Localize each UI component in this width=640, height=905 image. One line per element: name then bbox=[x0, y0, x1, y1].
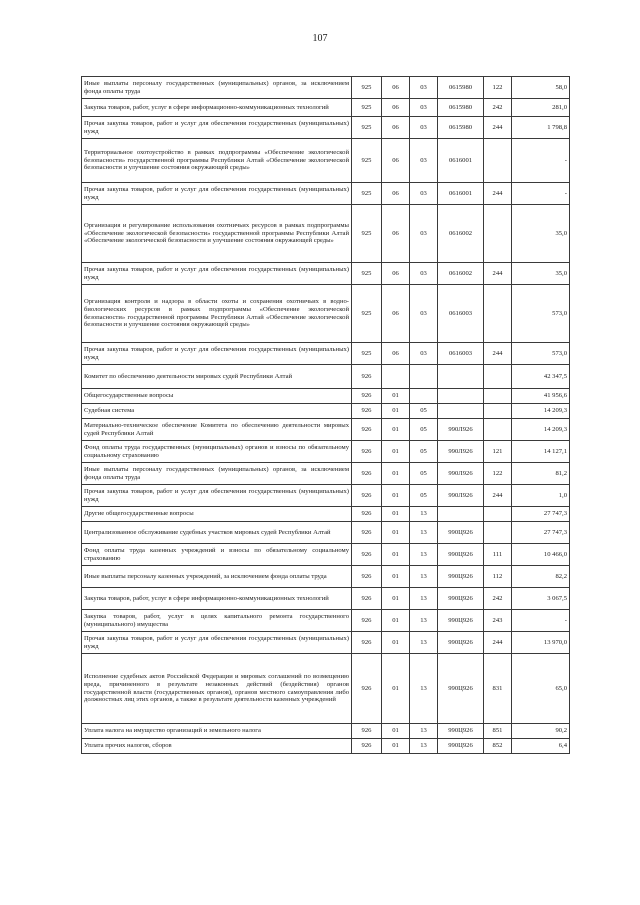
target-article-cell: 0616002 bbox=[438, 263, 484, 285]
expense-name-cell: Иные выплаты персоналу государственных (муниципальных) органов, за исключением фонда оплаты труда bbox=[82, 463, 352, 485]
target-article-cell: 0615980 bbox=[438, 99, 484, 117]
expense-name-cell: Закупка товаров, работ, услуг в сфере информационно-коммуникационных технологий bbox=[82, 588, 352, 610]
ministry-code-cell: 926 bbox=[352, 588, 382, 610]
section-code-cell: 01 bbox=[382, 610, 410, 632]
expense-type-cell bbox=[484, 285, 512, 343]
subsection-code-cell: 03 bbox=[410, 99, 438, 117]
expense-type-cell bbox=[484, 404, 512, 419]
section-code-cell: 06 bbox=[382, 205, 410, 263]
amount-cell: 42 347,5 bbox=[512, 365, 570, 389]
target-article-cell bbox=[438, 404, 484, 419]
section-code-cell: 01 bbox=[382, 463, 410, 485]
subsection-code-cell: 03 bbox=[410, 205, 438, 263]
amount-cell: 14 209,3 bbox=[512, 419, 570, 441]
expense-type-cell: 243 bbox=[484, 610, 512, 632]
expense-type-cell: 244 bbox=[484, 117, 512, 139]
expense-name-cell: Централизованное обслуживание судебных участков мировых судей Республики Алтай bbox=[82, 522, 352, 544]
section-code-cell: 01 bbox=[382, 566, 410, 588]
target-article-cell: 0616003 bbox=[438, 285, 484, 343]
page-number: 107 bbox=[312, 33, 328, 44]
subsection-code-cell: 13 bbox=[410, 739, 438, 754]
target-article-cell: 990Ц926 bbox=[438, 632, 484, 654]
expense-name-cell: Иные выплаты персоналу казенных учреждений, за исключением фонда оплаты труда bbox=[82, 566, 352, 588]
ministry-code-cell: 926 bbox=[352, 544, 382, 566]
expense-type-cell: 244 bbox=[484, 183, 512, 205]
amount-cell: 65,0 bbox=[512, 654, 570, 724]
amount-cell: 58,0 bbox=[512, 77, 570, 99]
ministry-code-cell: 926 bbox=[352, 522, 382, 544]
expense-name-cell: Уплата прочих налогов, сборов bbox=[82, 739, 352, 754]
section-code-cell: 01 bbox=[382, 485, 410, 507]
target-article-cell: 0615980 bbox=[438, 77, 484, 99]
table-row bbox=[82, 522, 570, 544]
table-row bbox=[82, 183, 570, 205]
section-code-cell: 06 bbox=[382, 183, 410, 205]
table-row bbox=[82, 588, 570, 610]
subsection-code-cell: 03 bbox=[410, 285, 438, 343]
table-row bbox=[82, 441, 570, 463]
target-article-cell bbox=[438, 365, 484, 389]
target-article-cell: 990Л926 bbox=[438, 419, 484, 441]
ministry-code-cell: 926 bbox=[352, 365, 382, 389]
amount-cell: 3 067,5 bbox=[512, 588, 570, 610]
expense-name-cell: Уплата налога на имущество организаций и земельного налога bbox=[82, 724, 352, 739]
table-row bbox=[82, 285, 570, 343]
ministry-code-cell: 925 bbox=[352, 205, 382, 263]
subsection-code-cell: 13 bbox=[410, 724, 438, 739]
table-row bbox=[82, 263, 570, 285]
expense-name-cell: Организация и регулирование использования охотничьих ресурсов в рамках подпрограммы «Обеспечение экологической безопасности» государственной программы Республики Алтай «Обеспечение экологической безопасности и улучшение состояния окружающей среды» bbox=[82, 205, 352, 263]
table-row bbox=[82, 566, 570, 588]
amount-cell: 13 970,0 bbox=[512, 632, 570, 654]
subsection-code-cell: 13 bbox=[410, 566, 438, 588]
expense-name-cell: Закупка товаров, работ, услуг в сфере информационно-коммуникационных технологий bbox=[82, 99, 352, 117]
section-code-cell: 01 bbox=[382, 389, 410, 404]
table-row bbox=[82, 139, 570, 183]
section-code-cell: 06 bbox=[382, 285, 410, 343]
expense-type-cell: 831 bbox=[484, 654, 512, 724]
target-article-cell: 0616001 bbox=[438, 139, 484, 183]
subsection-code-cell bbox=[410, 365, 438, 389]
ministry-code-cell: 925 bbox=[352, 117, 382, 139]
table-row bbox=[82, 485, 570, 507]
target-article-cell: 990Ц926 bbox=[438, 544, 484, 566]
amount-cell: - bbox=[512, 183, 570, 205]
ministry-code-cell: 926 bbox=[352, 419, 382, 441]
table-row bbox=[82, 404, 570, 419]
target-article-cell bbox=[438, 507, 484, 522]
table-row bbox=[82, 739, 570, 754]
expense-type-cell bbox=[484, 507, 512, 522]
section-code-cell: 01 bbox=[382, 507, 410, 522]
expense-type-cell: 112 bbox=[484, 566, 512, 588]
ministry-code-cell: 926 bbox=[352, 739, 382, 754]
section-code-cell: 01 bbox=[382, 522, 410, 544]
amount-cell: 35,0 bbox=[512, 263, 570, 285]
expense-type-cell: 852 bbox=[484, 739, 512, 754]
section-code-cell: 01 bbox=[382, 404, 410, 419]
table-row bbox=[82, 205, 570, 263]
target-article-cell: 990Ц926 bbox=[438, 724, 484, 739]
expense-name-cell: Прочая закупка товаров, работ и услуг для обеспечения государственных (муниципальных) нужд bbox=[82, 117, 352, 139]
expense-type-cell: 111 bbox=[484, 544, 512, 566]
ministry-code-cell: 926 bbox=[352, 610, 382, 632]
target-article-cell: 990Л926 bbox=[438, 441, 484, 463]
ministry-code-cell: 925 bbox=[352, 183, 382, 205]
subsection-code-cell: 05 bbox=[410, 404, 438, 419]
ministry-code-cell: 926 bbox=[352, 404, 382, 419]
expense-type-cell: 244 bbox=[484, 485, 512, 507]
section-code-cell: 01 bbox=[382, 588, 410, 610]
expense-type-cell: 851 bbox=[484, 724, 512, 739]
target-article-cell: 990Ц926 bbox=[438, 610, 484, 632]
section-code-cell: 01 bbox=[382, 654, 410, 724]
amount-cell: 10 466,0 bbox=[512, 544, 570, 566]
ministry-code-cell: 925 bbox=[352, 139, 382, 183]
subsection-code-cell: 03 bbox=[410, 183, 438, 205]
section-code-cell: 01 bbox=[382, 739, 410, 754]
amount-cell: 1,0 bbox=[512, 485, 570, 507]
amount-cell: 1 798,8 bbox=[512, 117, 570, 139]
expense-name-cell: Комитет по обеспечению деятельности мировых судей Республики Алтай bbox=[82, 365, 352, 389]
expense-name-cell: Прочая закупка товаров, работ и услуг для обеспечения государственных (муниципальных) нужд bbox=[82, 343, 352, 365]
section-code-cell: 06 bbox=[382, 139, 410, 183]
subsection-code-cell: 03 bbox=[410, 77, 438, 99]
expense-name-cell: Прочая закупка товаров, работ и услуг для обеспечения государственных (муниципальных) нужд bbox=[82, 632, 352, 654]
ministry-code-cell: 925 bbox=[352, 99, 382, 117]
expense-name-cell: Материально-техническое обеспечение Комитета по обеспечению деятельности мировых судей Республики Алтай bbox=[82, 419, 352, 441]
amount-cell: 27 747,3 bbox=[512, 522, 570, 544]
expense-type-cell: 122 bbox=[484, 463, 512, 485]
subsection-code-cell: 03 bbox=[410, 117, 438, 139]
target-article-cell bbox=[438, 389, 484, 404]
ministry-code-cell: 926 bbox=[352, 441, 382, 463]
subsection-code-cell: 03 bbox=[410, 343, 438, 365]
target-article-cell: 990Ц926 bbox=[438, 522, 484, 544]
expense-name-cell: Фонд оплаты труда казенных учреждений и взносы по обязательному социальному страхованию bbox=[82, 544, 352, 566]
target-article-cell: 0616002 bbox=[438, 205, 484, 263]
table-row bbox=[82, 389, 570, 404]
target-article-cell: 0615980 bbox=[438, 117, 484, 139]
expense-type-cell bbox=[484, 522, 512, 544]
ministry-code-cell: 926 bbox=[352, 566, 382, 588]
table-row bbox=[82, 99, 570, 117]
amount-cell: 14 127,1 bbox=[512, 441, 570, 463]
subsection-code-cell: 13 bbox=[410, 507, 438, 522]
subsection-code-cell: 13 bbox=[410, 654, 438, 724]
expense-name-cell: Другие общегосударственные вопросы bbox=[82, 507, 352, 522]
ministry-code-cell: 925 bbox=[352, 343, 382, 365]
expense-type-cell bbox=[484, 139, 512, 183]
amount-cell: 81,2 bbox=[512, 463, 570, 485]
subsection-code-cell: 13 bbox=[410, 610, 438, 632]
table-row bbox=[82, 544, 570, 566]
expense-type-cell: 121 bbox=[484, 441, 512, 463]
expense-name-cell: Прочая закупка товаров, работ и услуг для обеспечения государственных (муниципальных) нужд bbox=[82, 183, 352, 205]
subsection-code-cell: 13 bbox=[410, 544, 438, 566]
subsection-code-cell: 05 bbox=[410, 441, 438, 463]
expense-name-cell: Организация контроля и надзора в области охоты и сохранения охотничьих в водно-биологических ресурсов в рамках подпрограммы «Обеспечение экологической безопасности» государственной программы Республики Алтай «Обеспечение экологической безопасности и улучшение состояния окружающей среды» bbox=[82, 285, 352, 343]
expense-name-cell: Прочая закупка товаров, работ и услуг для обеспечения государственных (муниципальных) нужд bbox=[82, 485, 352, 507]
table-row bbox=[82, 654, 570, 724]
section-code-cell: 01 bbox=[382, 724, 410, 739]
table-row bbox=[82, 724, 570, 739]
section-code-cell: 01 bbox=[382, 544, 410, 566]
expense-name-cell: Территориальное охотоустройство в рамках подпрограммы «Обеспечение экологической безопасности» государственной программы Республики Алтай «Обеспечение экологической безопасности и улучшение состояния окружающей среды» bbox=[82, 139, 352, 183]
subsection-code-cell: 05 bbox=[410, 485, 438, 507]
subsection-code-cell: 03 bbox=[410, 263, 438, 285]
target-article-cell: 990Л926 bbox=[438, 485, 484, 507]
section-code-cell: 01 bbox=[382, 419, 410, 441]
target-article-cell: 990Ц926 bbox=[438, 739, 484, 754]
amount-cell: 573,0 bbox=[512, 285, 570, 343]
amount-cell: 90,2 bbox=[512, 724, 570, 739]
subsection-code-cell: 05 bbox=[410, 419, 438, 441]
table-row bbox=[82, 610, 570, 632]
table-row bbox=[82, 117, 570, 139]
expense-type-cell bbox=[484, 389, 512, 404]
expense-name-cell: Фонд оплаты труда государственных (муниципальных) органов и взносы по обязательному социальному страхованию bbox=[82, 441, 352, 463]
section-code-cell: 06 bbox=[382, 99, 410, 117]
ministry-code-cell: 926 bbox=[352, 485, 382, 507]
expense-name-cell: Закупка товаров, работ, услуг в целях капитального ремонта государственного (муниципального) имущества bbox=[82, 610, 352, 632]
ministry-code-cell: 926 bbox=[352, 632, 382, 654]
ministry-code-cell: 926 bbox=[352, 463, 382, 485]
amount-cell: 6,4 bbox=[512, 739, 570, 754]
section-code-cell: 01 bbox=[382, 632, 410, 654]
amount-cell: - bbox=[512, 610, 570, 632]
expense-type-cell: 244 bbox=[484, 632, 512, 654]
subsection-code-cell: 05 bbox=[410, 463, 438, 485]
expense-name-cell: Прочая закупка товаров, работ и услуг для обеспечения государственных (муниципальных) нужд bbox=[82, 263, 352, 285]
expense-type-cell: 244 bbox=[484, 263, 512, 285]
expense-name-cell: Иные выплаты персоналу государственных (муниципальных) органов, за исключением фонда оплаты труда bbox=[82, 77, 352, 99]
ministry-code-cell: 925 bbox=[352, 285, 382, 343]
section-code-cell: 06 bbox=[382, 343, 410, 365]
target-article-cell: 990Ц926 bbox=[438, 654, 484, 724]
expense-type-cell: 122 bbox=[484, 77, 512, 99]
subsection-code-cell bbox=[410, 389, 438, 404]
section-code-cell: 06 bbox=[382, 117, 410, 139]
section-code-cell: 06 bbox=[382, 263, 410, 285]
table-row bbox=[82, 463, 570, 485]
ministry-code-cell: 926 bbox=[352, 724, 382, 739]
section-code-cell: 06 bbox=[382, 77, 410, 99]
subsection-code-cell: 03 bbox=[410, 139, 438, 183]
expense-name-cell: Судебная система bbox=[82, 404, 352, 419]
amount-cell: 35,0 bbox=[512, 205, 570, 263]
ministry-code-cell: 925 bbox=[352, 77, 382, 99]
target-article-cell: 0616001 bbox=[438, 183, 484, 205]
ministry-code-cell: 925 bbox=[352, 263, 382, 285]
expense-type-cell: 242 bbox=[484, 588, 512, 610]
ministry-code-cell: 926 bbox=[352, 389, 382, 404]
expense-name-cell: Общегосударственные вопросы bbox=[82, 389, 352, 404]
section-code-cell bbox=[382, 365, 410, 389]
section-code-cell: 01 bbox=[382, 441, 410, 463]
table-row bbox=[82, 343, 570, 365]
table-row bbox=[82, 365, 570, 389]
amount-cell: 82,2 bbox=[512, 566, 570, 588]
expense-type-cell bbox=[484, 205, 512, 263]
amount-cell: 41 956,6 bbox=[512, 389, 570, 404]
expense-type-cell: 242 bbox=[484, 99, 512, 117]
table-row bbox=[82, 632, 570, 654]
ministry-code-cell: 926 bbox=[352, 654, 382, 724]
expense-type-cell bbox=[484, 419, 512, 441]
table-row bbox=[82, 419, 570, 441]
expense-name-cell: Исполнение судебных актов Российской Федерации и мировых соглашений по возмещению вреда, причиненного в результате незаконных действий (бездействия) органов государственной власти (государственных органов), органов местного самоуправления либо должностных лиц этих органов, а также в результате деятельности казенных учреждений bbox=[82, 654, 352, 724]
subsection-code-cell: 13 bbox=[410, 522, 438, 544]
expense-type-cell bbox=[484, 365, 512, 389]
subsection-code-cell: 13 bbox=[410, 632, 438, 654]
ministry-code-cell: 926 bbox=[352, 507, 382, 522]
budget-table bbox=[81, 76, 570, 754]
table-row bbox=[82, 77, 570, 99]
amount-cell: 573,0 bbox=[512, 343, 570, 365]
amount-cell: - bbox=[512, 139, 570, 183]
amount-cell: 14 209,3 bbox=[512, 404, 570, 419]
target-article-cell: 990Ц926 bbox=[438, 566, 484, 588]
target-article-cell: 0616003 bbox=[438, 343, 484, 365]
amount-cell: 27 747,3 bbox=[512, 507, 570, 522]
target-article-cell: 990Л926 bbox=[438, 463, 484, 485]
amount-cell: 281,0 bbox=[512, 99, 570, 117]
subsection-code-cell: 13 bbox=[410, 588, 438, 610]
table-body bbox=[82, 77, 570, 754]
target-article-cell: 990Ц926 bbox=[438, 588, 484, 610]
table-row bbox=[82, 507, 570, 522]
expense-type-cell: 244 bbox=[484, 343, 512, 365]
